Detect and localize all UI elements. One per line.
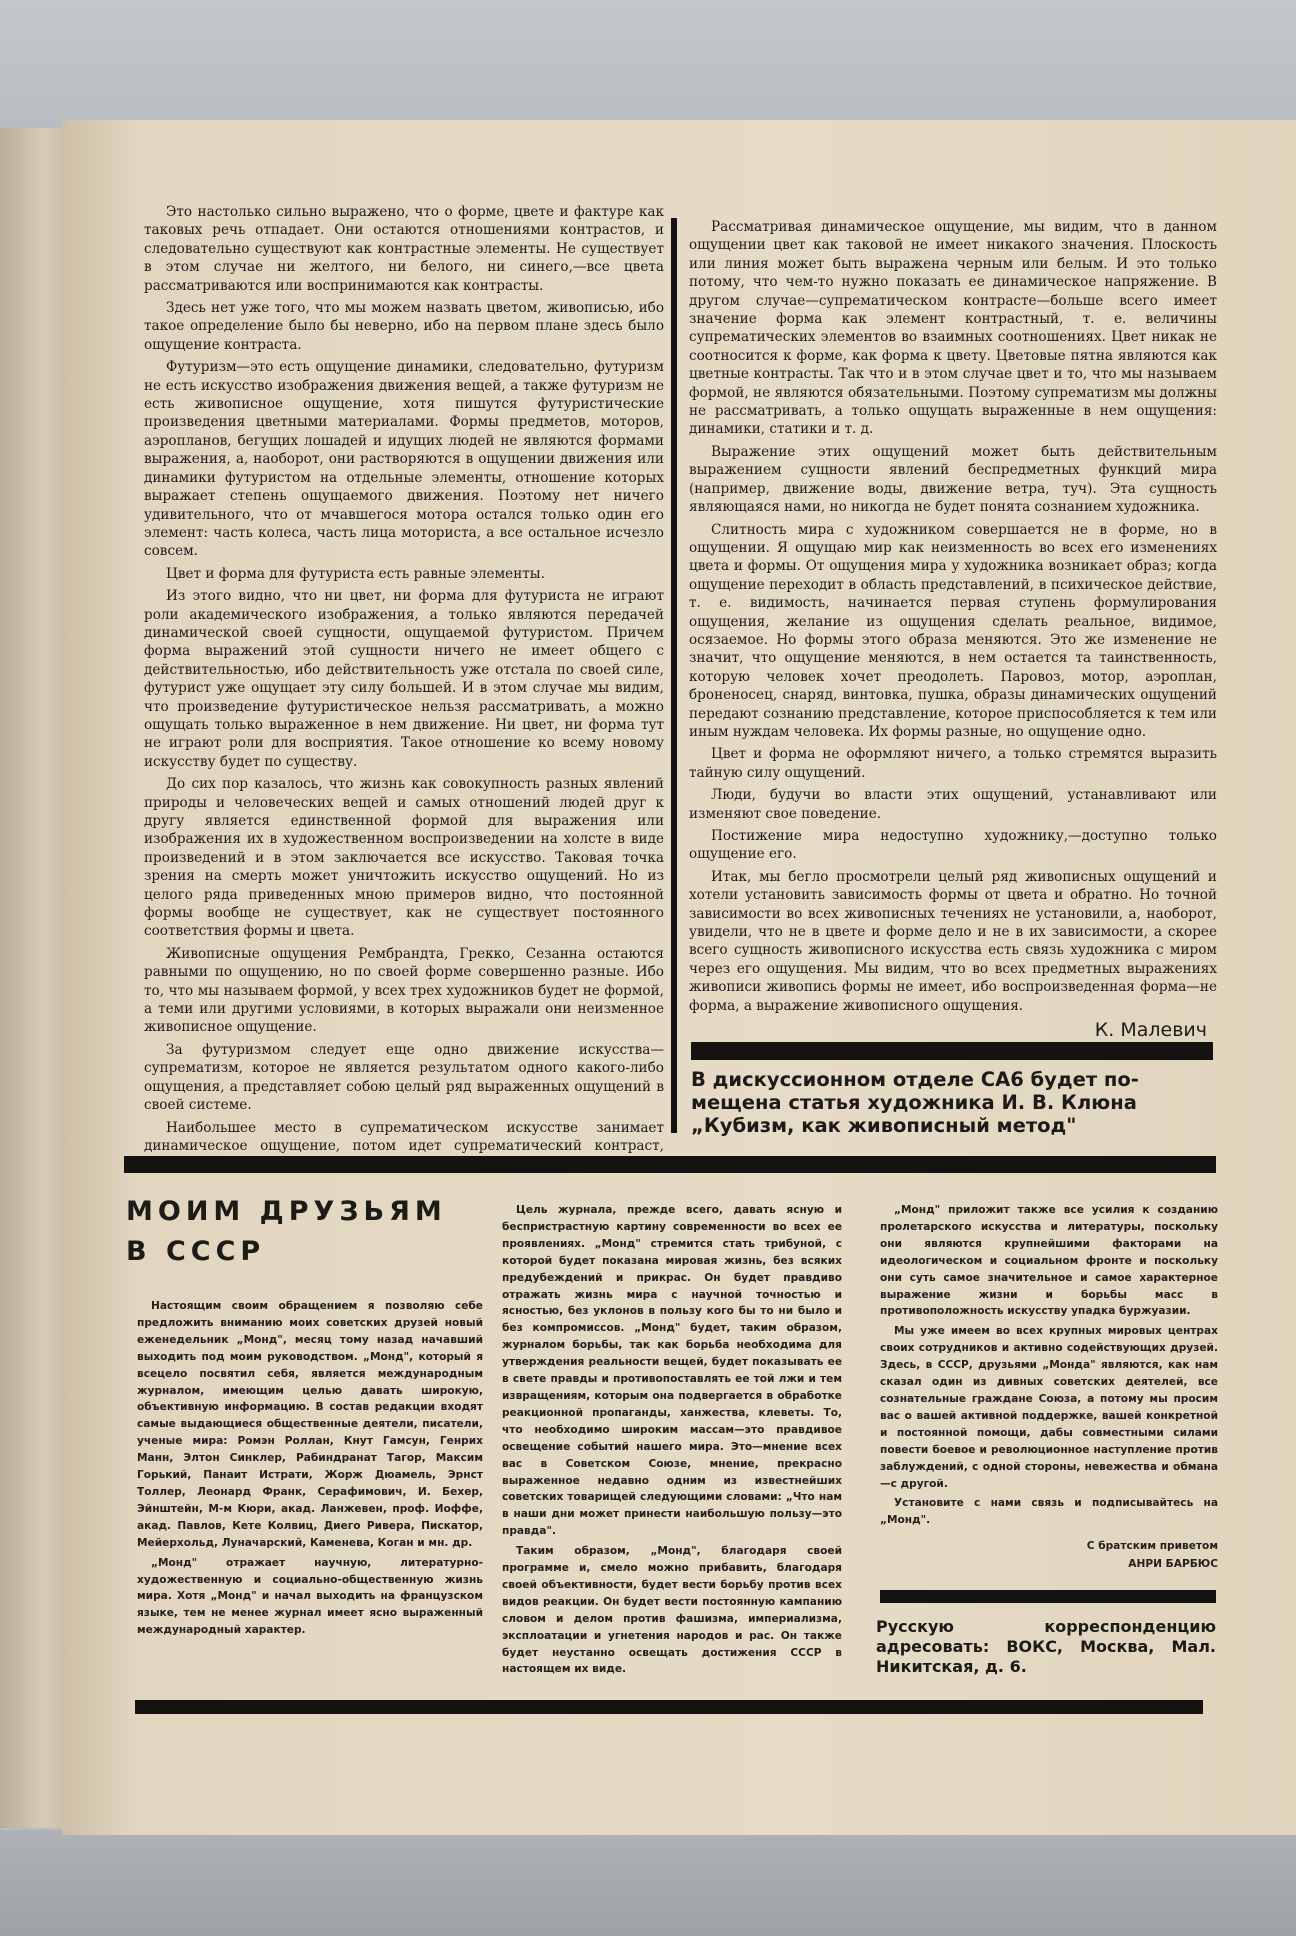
paragraph: Это настолько сильно выражено, что о форме, цвете и фактуре как таковых речь отпадает. Они остаются отношениями контрастов, и следовательно существуют как контрастные элементы. Не существует в этом случае ни желтого, ни белого, ни синего,—все цвета рассматриваются или воспринимаются как контрасты. — [144, 204, 664, 294]
notice-line: „Кубизм, как живописный метод" — [691, 1114, 1077, 1137]
notice-line: мещена статья художника И. В. Клюна — [691, 1091, 1137, 1114]
column-divider — [671, 218, 677, 1133]
paragraph: Цвет и форма для футуриста есть равные элементы. — [166, 565, 545, 582]
article-headline — [126, 1192, 496, 1272]
closing — [880, 1537, 1218, 1573]
paragraph: Таким образом, „Монд", благодаря своей программе и, смело можно прибавить, благодаря своей объективности, будет вести борьбу против всех видов реакции. Он будет вести постоянную кампанию словом и делом против фашизма, империализма, эксплоатации и угнетения народов и рас. Он также будет неустанно освещать достижения СССР в настоящем их виде. — [502, 1545, 842, 1676]
paragraph: Люди, будучи во власти этих ощущений, устанавливают или изменяют свое поведение. — [689, 787, 1217, 822]
paragraph: Выражение этих ощущений может быть действительным выражением сущности явлений беспредметных функций мира (например, движение воды, движение ветра, туч). Эта сущность являющаяся нами, но никогда не будет понята сознанием художника. — [689, 443, 1217, 516]
bottom-rule — [135, 1700, 1203, 1714]
magazine-page — [62, 120, 1296, 1835]
correspondence-address: Русскую корреспонденцию адресовать: ВОКС, Москва, Мал. Никитская, д. 6. — [876, 1617, 1216, 1676]
discussion-notice — [691, 1068, 1213, 1137]
author-name: АНРИ БАРБЮС — [1128, 1558, 1218, 1571]
author-signature: К. Малевич — [1094, 1019, 1207, 1042]
left-page-edge — [0, 128, 64, 1828]
paragraph: Слитность мира с художником совершается не в форме, но в ощущении. Я ощущаю мир как неизменность во всех его изменениях цвета и формы. От ощущения мира у художника возникает образ; когда ощущение переходит в область представлений, в психическое действие, т. е. видимость, начинается первая ступень формулирования ощущения, желание из ощущения сделать реальное, видимое, осязаемое. Но формы этого образа меняются. Это же изменение не значит, что ощущение меняются, в нем остается та таинственность, которую человек хочет преодолеть. Паровоз, мотор, аэроплан, броненосец, снаряд, винтовка, пушка, образы динамических ощущений передают сознанию представление, которое приспособляется к тем или иным нуждам человека. Их формы разные, но ощущение одно. — [689, 521, 1217, 740]
paragraph: До сих пор казалось, что жизнь как совокупность разных явлений природы и человеческих вещей и самых отношений людей друг к другу является единственной формой для выражения или изображения их в художественном воспроизведении на холсте в виде произведений и в этом заключается все искусство. Таковая точка зрения на смерть может уничтожить искусство ощущений. Но из целого ряда приведенных мною примеров видно, что постоянной формы вообще не существует, как не существует постоянного соответствия формы и цвета. — [144, 776, 664, 940]
paragraph: Настоящим своим обращением я позволяю себе предложить вниманию моих советских друзей новый еженедельник „Монд", месяц тому назад начавший выходить под моим руководством. „Монд", который я всецело посвятил себя, является международным журналом, имеющим целью давать широкую, объективную информацию. В состав редакции входят самые выдающиеся общественные деятели, писатели, ученые мира: Ромэн Роллан, Кнут Гамсун, Генрих Манн, Элтон Синклер, Рабиндранат Тагор, Максим Горький, Панаит Истрати, Жорж Дюамель, Эрнст Толлер, Леонард Франк, Серафимович, И. Бехер, Эйнштейн, М-м Кюри, акад. Ланжевен, проф. Иоффе, акад. Павлов, Кете Колвиц, Диего Ривера, Пискатор, Мейерхольд, Луначарский, Каменева, Коган и мн. др. — [137, 1300, 483, 1549]
background-bottom — [0, 1830, 1296, 1936]
article-column-2 — [502, 1202, 842, 1681]
notice-rule — [691, 1042, 1213, 1060]
notice-line: В дискуссионном отделе СА6 будет по- — [691, 1068, 1139, 1091]
headline-line: В СССР — [126, 1236, 266, 1267]
address-rule — [880, 1590, 1216, 1603]
paragraph: Итак, мы бегло просмотрели целый ряд живописных ощущений и хотели установить зависимость формы от цвета и обратно. Но точной зависимости во всех живописных течениях не установили, а, наоборот, увидели, что не в цвете и форме дело и не в их зависимости, а скорее всего сущность живописного искусства есть связь художника с миром через его ощущения. Мы видим, что во всех предметных выражениях живописи живопись формы не имеет, ибо воспроизведенная форма—не форма, а выражение живописного ощущения. — [689, 868, 1217, 1014]
paragraph: Живописные ощущения Рембрандта, Грекко, Сезанна остаются равными по ощущению, но по своей форме совершенно разные. Ибо то, что мы называем формой, у всех трех художников будет не формой, а теми или другими условиями, в которых выражали они неизменное живописное ощущение. — [144, 945, 664, 1036]
paragraph: „Монд" приложит также все усилия к созданию пролетарского искусства и литературы, поскольку они являются крупнейшими факторами на идеологическом и социальном фронте и поскольку они суть самое значительное и самое характерное выражение жизни и борьбы масс в противоположность искусству упадка буржуазии. — [880, 1204, 1218, 1318]
paragraph: Установите с нами связь и подписывайтесь на „Монд". — [880, 1497, 1218, 1527]
paragraph: Рассматривая динамическое ощущение, мы видим, что в данном ощущении цвет как таковой не имеет никакого значения. Плоскость или линия может быть выражена черным или белым. И это только потому, что чем-то нужно показать ее динамическое напряжение. В другом случае—супрематическом контрасте—больше всего имеет значение форма как элемент контрастный, т. е. величины супрематических элементов во взаимных соотношениях. Цвет никак не соотносится к форме, как форма к цвету. Цветовые пятна являются как цветные контрасты. Так что и в этом случае цвет и то, что мы называем формой, не являются обязательными. Поэтому супрематизм мы должны не рассматривать, а только ощущать выраженные в нем ощущения: динамики, статики и т. д. — [689, 219, 1217, 438]
paragraph: За футуризмом следует еще одно движение искусства—супрематизм, которое не является результатом одного какого-либо ощущения, а представляет собою целый ряд выраженных ощущений в своей системе. — [144, 1041, 664, 1114]
article-column-3 — [880, 1202, 1218, 1573]
paragraph: Здесь нет уже того, что мы можем назвать цветом, живописью, ибо такое определение было бы неверно, ибо на первом плане здесь было ощущение контраста. — [144, 300, 664, 353]
right-column — [689, 218, 1217, 1042]
paragraph: Цель журнала, прежде всего, давать ясную и беспристрастную картину современности во всех ее проявлениях. „Монд" стремится стать трибуной, с которой будет показана мировая жизнь, без всяких предубеждений и прикрас. Он будет правдиво отражать жизнь мира с научной точностью и ясностью, без уклонов в пользу кого бы то ни было и без компромиссов. „Монд" будет, таким образом, журналом борьбы, так как борьба необходима для утверждения реальности вещей, будет показывать ее в свете правды и противопоставлять ее той лжи и тем извращениям, которым она подвергается в обработке реакционной пропаганды, ханжества, клеветы. То, что необходимо широким массам—это правдивое освещение событий нашего мира. Это—мнение всех вас в Советском Союзе, мнение, прекрасно выраженное недавно одним из известнейших советских товарищей следующими словами: „Что нам в наши дни может принести наибольшую пользу—это правда". — [502, 1204, 842, 1538]
paragraph: Постижение мира недоступно художнику,—доступно только ощущение его. — [689, 828, 1217, 863]
headline-line: МОИМ ДРУЗЬЯМ — [126, 1196, 447, 1227]
greeting: С братским приветом — [1086, 1540, 1218, 1553]
paragraph: „Монд" отражает научную, литературно-художественную и социально-общественную жизнь мира. Хотя „Монд" и начал выходить на французском языке, тем не менее журнал имеет ясно выраженный международный характер. — [137, 1556, 483, 1637]
paragraph: Футуризм—это есть ощущение динамики, следовательно, футуризм не есть искусство изображения движения вещей, а также футуризм не есть живописное ощущение, хотя пишутся футуристические произведения цветными материалами. Формы предметов, моторов, аэропланов, бегущих лошадей и идущих людей не являются формами выражения, а, наоборот, они растворяются в ощущении движения или динамики футуристом на отдельные элементы, отношение которых выражает степень ощущаемого движения. Поэтому нет ничего удивительного, что от мчавшегося мотора остался только один его элемент: часть колеса, часть лица моториста, а все остальное исчезло совсем. — [144, 359, 664, 560]
paragraph: Мы уже имеем во всех крупных мировых центрах своих сотрудников и активно содействующих друзей. Здесь, в СССР, друзьями „Монда" являются, как нам сказал один из дивных советских деятелей, все сознательные граждане Союза, а потому мы просим вас о вашей активной поддержке, вашей конкретной и постоянной помощи, дабы совместными силами повести боевое и революционное наступление против заблуждений, с одной стороны, невежества и обмана—с другой. — [880, 1325, 1218, 1490]
paragraph: Из этого видно, что ни цвет, ни форма для футуриста не играют роли академического изображения, а только являются передачей динамической своей сущности, ощущаемой футуристом. Причем форма выражений этой сущности ничего не имеет общего с действительностью, ибо действительность уже отстала по своей силе, футурист уже ощущает эту силу большей. И в этом случае мы видим, что произведение футуристическое нельзя рассматривать, а можно ощущать только выраженное в нем движение. Ни цвет, ни форма тут не играют роли для восприятия. Такое отношение ко всему новому искусству будет по существу. — [144, 588, 664, 770]
paragraph: Наибольшее место в супрематическом искусстве занимает динамическое ощущение, потом идет супрематический контраст, — [144, 1119, 664, 1154]
article-column-1 — [137, 1298, 483, 1642]
section-rule — [124, 1156, 1216, 1173]
paragraph: Цвет и форма не оформляют ничего, а только стремятся выразить тайную силу ощущений. — [689, 746, 1217, 781]
left-column — [144, 203, 664, 1178]
